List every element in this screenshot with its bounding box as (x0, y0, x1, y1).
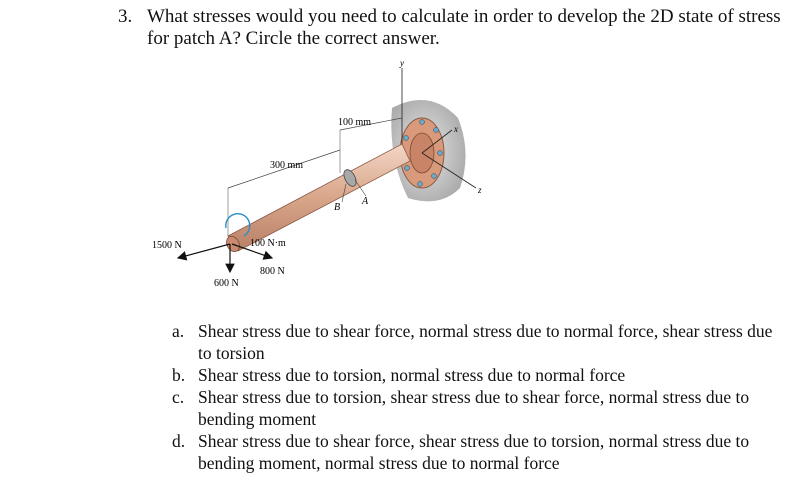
option-text: Shear stress due to shear force, shear stress due to torsion, normal stress due to bending moment, normal stress due to normal force (198, 431, 750, 473)
force-800-label: 800 N (260, 266, 285, 277)
option-c[interactable] (172, 386, 782, 430)
shaft (228, 144, 410, 251)
x-axis-label: x (454, 124, 458, 134)
question-number: 3. (118, 6, 133, 27)
option-text: Shear stress due to torsion, shear stress due to shear force, normal stress due to bending moment (198, 387, 750, 429)
option-text: Shear stress due to torsion, normal stress due to normal force (198, 365, 626, 385)
dim-300mm: 300 mm (270, 160, 304, 171)
y-axis-label: y (400, 58, 404, 68)
option-letter: a. (172, 321, 185, 341)
moment-100-label: 100 N·m (250, 238, 286, 249)
dim-100mm: 100 mm (338, 117, 372, 128)
point-b-label: B (334, 202, 341, 213)
option-d[interactable] (172, 430, 782, 474)
option-a[interactable] (172, 320, 782, 364)
force-1500-arrow (178, 244, 230, 258)
point-a-label: A (362, 196, 369, 207)
option-b[interactable] (172, 364, 782, 386)
option-text: Shear stress due to shear force, normal stress due to normal force, shear stress due to torsion (198, 321, 773, 363)
option-letter: b. (172, 365, 186, 385)
force-600-label: 600 N (214, 278, 239, 289)
option-letter: d. (172, 431, 186, 451)
force-1500-label: 1500 N (152, 240, 182, 251)
option-letter: c. (172, 387, 185, 407)
z-axis-label: z (478, 185, 482, 195)
question-text: What stresses would you need to calculate in order to develop the 2D state of stress for patch A? Circle the correct answer. (147, 6, 781, 49)
shaft-figure (140, 58, 500, 298)
answer-options (172, 320, 782, 474)
